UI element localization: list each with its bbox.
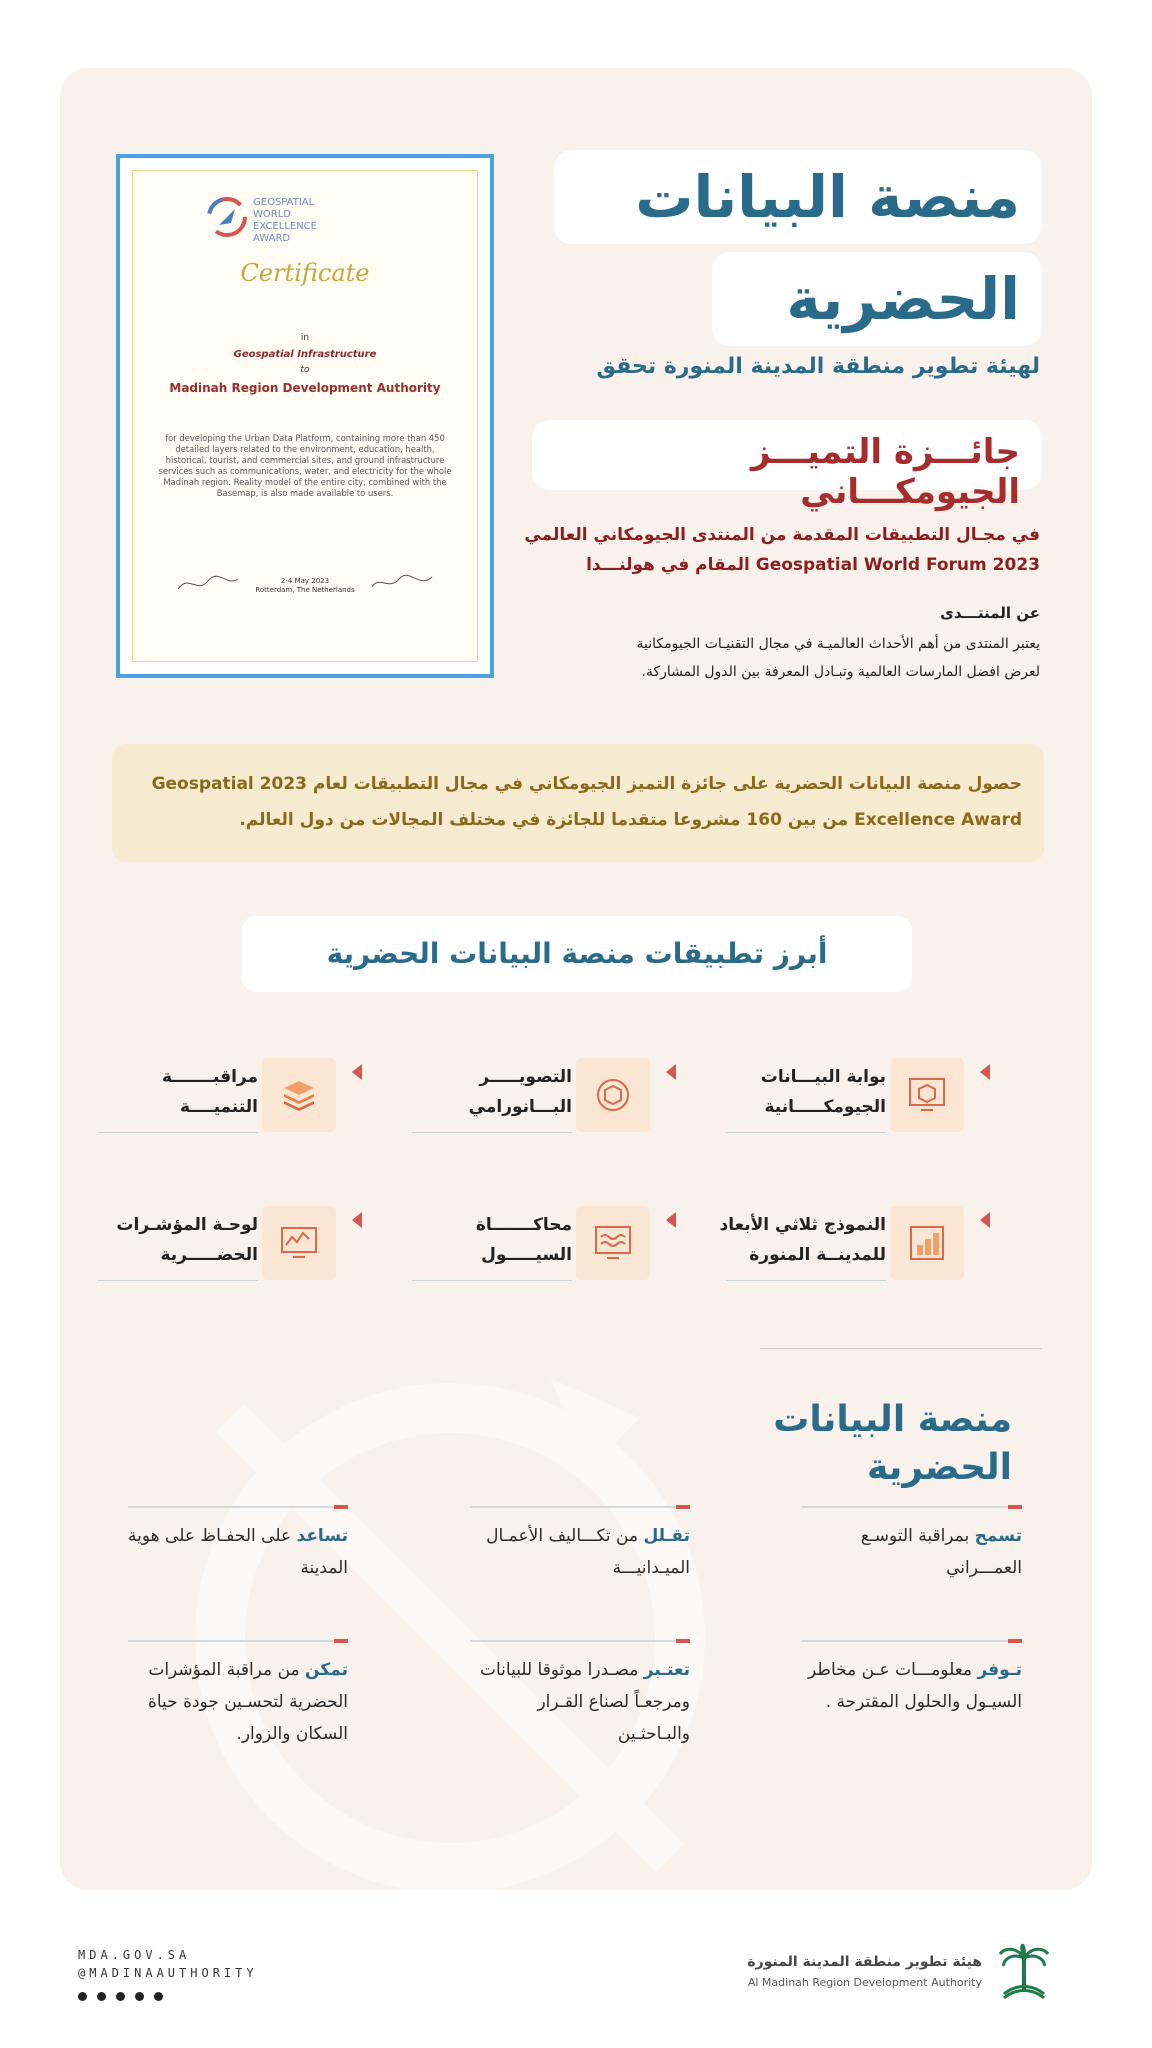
- feature-keyword: تقـلل: [643, 1526, 690, 1546]
- twitter-icon[interactable]: [97, 1992, 106, 2001]
- field-line: Geospatial World Forum 2023 المقام في هولنـــدا: [586, 555, 1040, 575]
- feature-bar: [128, 1640, 348, 1642]
- feature-bar: [128, 1506, 348, 1508]
- feature-rest: من تكـــاليف الأعمـال الميـدانيـــة: [486, 1526, 690, 1578]
- feature-rest: مصـدرا موثوقا للبيانات ومرجعـاً لصناع القـرار والبـاحثـين: [479, 1660, 690, 1744]
- forum-line: يعتبر المنتدى من أهم الأحداث العالميـة في مجال التقنيـات الجيومكانية: [636, 636, 1040, 652]
- forum-description: [480, 630, 1040, 686]
- app-label-line: الحضـــــرية: [160, 1245, 258, 1265]
- app-label: [382, 1062, 572, 1122]
- certificate-image: [116, 154, 494, 678]
- footer-contacts: [78, 1946, 258, 1982]
- main-card: [60, 68, 1092, 1890]
- app-label: [696, 1062, 886, 1122]
- app-label-line: البـــانورامي: [468, 1097, 572, 1117]
- page-title-line1: منصة البيانات: [635, 163, 1020, 231]
- divider: [98, 1132, 258, 1133]
- app-tile-panorama[interactable]: [450, 1058, 720, 1134]
- certificate-in: in: [300, 333, 310, 343]
- background-watermark: [170, 1358, 730, 1890]
- brand-line: EXCELLENCE: [253, 221, 317, 232]
- app-label-line: للمدينــة المنورة: [749, 1245, 886, 1265]
- certificate-to: to: [300, 365, 310, 375]
- app-tile-urban-dashboard[interactable]: [116, 1206, 406, 1282]
- award-brand: [253, 197, 317, 245]
- app-label-line: لوحـة المؤشـرات: [116, 1215, 258, 1235]
- divider: [412, 1280, 572, 1281]
- tile-marker: [352, 1212, 362, 1228]
- section-title-line: الحضرية: [866, 1447, 1012, 1488]
- app-label: [68, 1210, 258, 1270]
- page-title-line2: الحضرية: [786, 265, 1020, 333]
- feature-rest: معلومـــات عـن مخاطر السيـول والحلول المقترحة .: [808, 1660, 1022, 1712]
- org-name-english: Al Madinah Region Development Authority: [747, 1976, 982, 1989]
- palm-swords-logo-icon: [996, 1938, 1052, 2004]
- social-handle[interactable]: @MADINAAUTHORITY: [78, 1966, 258, 1980]
- achievement-band: [112, 744, 1044, 862]
- divider: [726, 1280, 886, 1281]
- org-name-arabic: هيئة تطوير منطقة المدينة المنورة: [747, 1954, 982, 1970]
- 3d-model-icon: [890, 1206, 964, 1280]
- feature-bar: [802, 1640, 1022, 1642]
- apps-header-text: أبرز تطبيقات منصة البيانات الحضرية: [326, 937, 828, 970]
- cube-screen-icon: [890, 1058, 964, 1132]
- tile-marker: [666, 1212, 676, 1228]
- feature-keyword: تـوفر: [977, 1660, 1022, 1680]
- app-label: [696, 1210, 886, 1270]
- brand-line: WORLD: [253, 209, 291, 220]
- feature-keyword: تمكن: [305, 1660, 348, 1680]
- feature-bar: [470, 1506, 690, 1508]
- app-label-line: بوابة البيـــانات: [760, 1067, 886, 1087]
- feature-rest: على الحفـاظ على هوية المدينة: [128, 1526, 348, 1578]
- brand-line: GEOSPATIAL: [253, 197, 315, 208]
- achievement-text: [132, 766, 1022, 838]
- social-icons: [78, 1986, 168, 2005]
- app-label-line: محاكـــــــاة: [475, 1215, 572, 1235]
- tile-marker: [980, 1064, 990, 1080]
- app-tile-3d-model[interactable]: [719, 1206, 1034, 1282]
- flood-icon: [576, 1206, 650, 1280]
- panorama-icon: [576, 1058, 650, 1132]
- title-box-1: [554, 150, 1042, 244]
- feature-text: [470, 1654, 690, 1750]
- app-label: [68, 1062, 258, 1122]
- feature-text: [470, 1520, 690, 1584]
- feature-bar: [802, 1506, 1022, 1508]
- tile-marker: [980, 1212, 990, 1228]
- website-link[interactable]: MDA.GOV.SA: [78, 1948, 191, 1962]
- tile-marker: [352, 1064, 362, 1080]
- instagram-icon[interactable]: [135, 1992, 144, 2001]
- app-tile-geo-portal[interactable]: [760, 1058, 1034, 1134]
- app-label: [382, 1210, 572, 1270]
- feature-rest: من مراقبة المؤشرات الحضرية لتحسـين جودة حياة السكان والزوار.: [147, 1660, 348, 1744]
- app-tile-development-monitoring[interactable]: [136, 1058, 406, 1134]
- certificate-recipient: Madinah Region Development Authority: [169, 381, 441, 395]
- divider: [412, 1132, 572, 1133]
- app-label-line: السيـــــول: [481, 1245, 572, 1265]
- feature-rest: بمراقبة التوسـع العمـــراني: [860, 1526, 1022, 1578]
- section-title: [773, 1396, 1012, 1492]
- field-line: في مجـال التطبيقات المقدمة من المنتدى الجيومكاني العالمي: [524, 525, 1040, 545]
- title-box-2: [712, 252, 1042, 346]
- app-label-line: الجيومكـــــانية: [764, 1097, 886, 1117]
- place-text: Rotterdam, The Netherlands: [255, 586, 355, 594]
- tile-marker: [666, 1064, 676, 1080]
- feature-text: [802, 1520, 1022, 1584]
- facebook-icon[interactable]: [78, 1992, 87, 2001]
- youtube-icon[interactable]: [116, 1992, 125, 2001]
- layers-icon: [262, 1058, 336, 1132]
- app-tile-flood-simulation[interactable]: [450, 1206, 720, 1282]
- section-title-line: منصة البيانات: [773, 1399, 1012, 1440]
- award-title: جائـــزة التميـــز الجيومكـــاني: [751, 432, 1020, 512]
- certificate-title: Certificate: [240, 259, 370, 287]
- feature-keyword: تعتـبر: [643, 1660, 690, 1680]
- award-logo-icon: [205, 195, 249, 239]
- feature-bar: [470, 1640, 690, 1642]
- certificate-paper: [132, 170, 478, 662]
- forum-heading: عن المنتـــدى: [940, 604, 1040, 622]
- feature-text: [802, 1654, 1022, 1718]
- achievement-line: حصول منصة البيانات الحضرية على جائزة التميز الجيومكاني في مجال التطبيقات لعام Geospatial 2023: [151, 774, 1022, 794]
- brand-line: AWARD: [253, 233, 291, 244]
- dashboard-icon: [262, 1206, 336, 1280]
- app-label-line: التنميــــة: [180, 1097, 258, 1117]
- feature-text: [128, 1520, 348, 1584]
- certificate-category: Geospatial Infrastructure: [233, 349, 377, 360]
- divider: [98, 1280, 258, 1281]
- snapchat-icon[interactable]: [154, 1992, 163, 2001]
- achievement-line: Excellence Award من بين 160 مشروعا متقدما للجائزة في مختلف المجالات من دول العالم.: [239, 810, 1022, 830]
- app-label-line: النموذج ثلاثي الأبعاد: [719, 1215, 886, 1235]
- apps-header: [242, 916, 912, 992]
- certificate-body: for developing the Urban Data Platform, containing more than 450 detailed layers related to the environment, education, health, historical, tourist, and commercial sites, and ground infrastructure services such as communications, water, and electricity for the whole Madinah region. Reality model of the entire city, combined with the Basemap, is also made available to users.: [158, 433, 452, 498]
- feature-keyword: تساعد: [296, 1526, 348, 1546]
- app-label-line: مراقبـــــــة: [162, 1067, 258, 1087]
- certificate-date: [133, 577, 477, 595]
- feature-keyword: تسمح: [974, 1526, 1022, 1546]
- date-text: 2-4 May 2023: [280, 577, 330, 585]
- forum-line: لعرض افضل المارسات العالمية وتبـادل المعرفة بين الدول المشاركة.: [641, 664, 1040, 680]
- app-label-line: التصويـــــر: [479, 1067, 572, 1087]
- section-divider: [760, 1348, 1042, 1349]
- award-box: [532, 420, 1042, 512]
- divider: [726, 1132, 886, 1133]
- feature-text: [128, 1654, 348, 1750]
- subtitle: لهيئة تطوير منطقة المدينة المنورة تحقق: [596, 354, 1040, 379]
- award-field: [480, 520, 1040, 580]
